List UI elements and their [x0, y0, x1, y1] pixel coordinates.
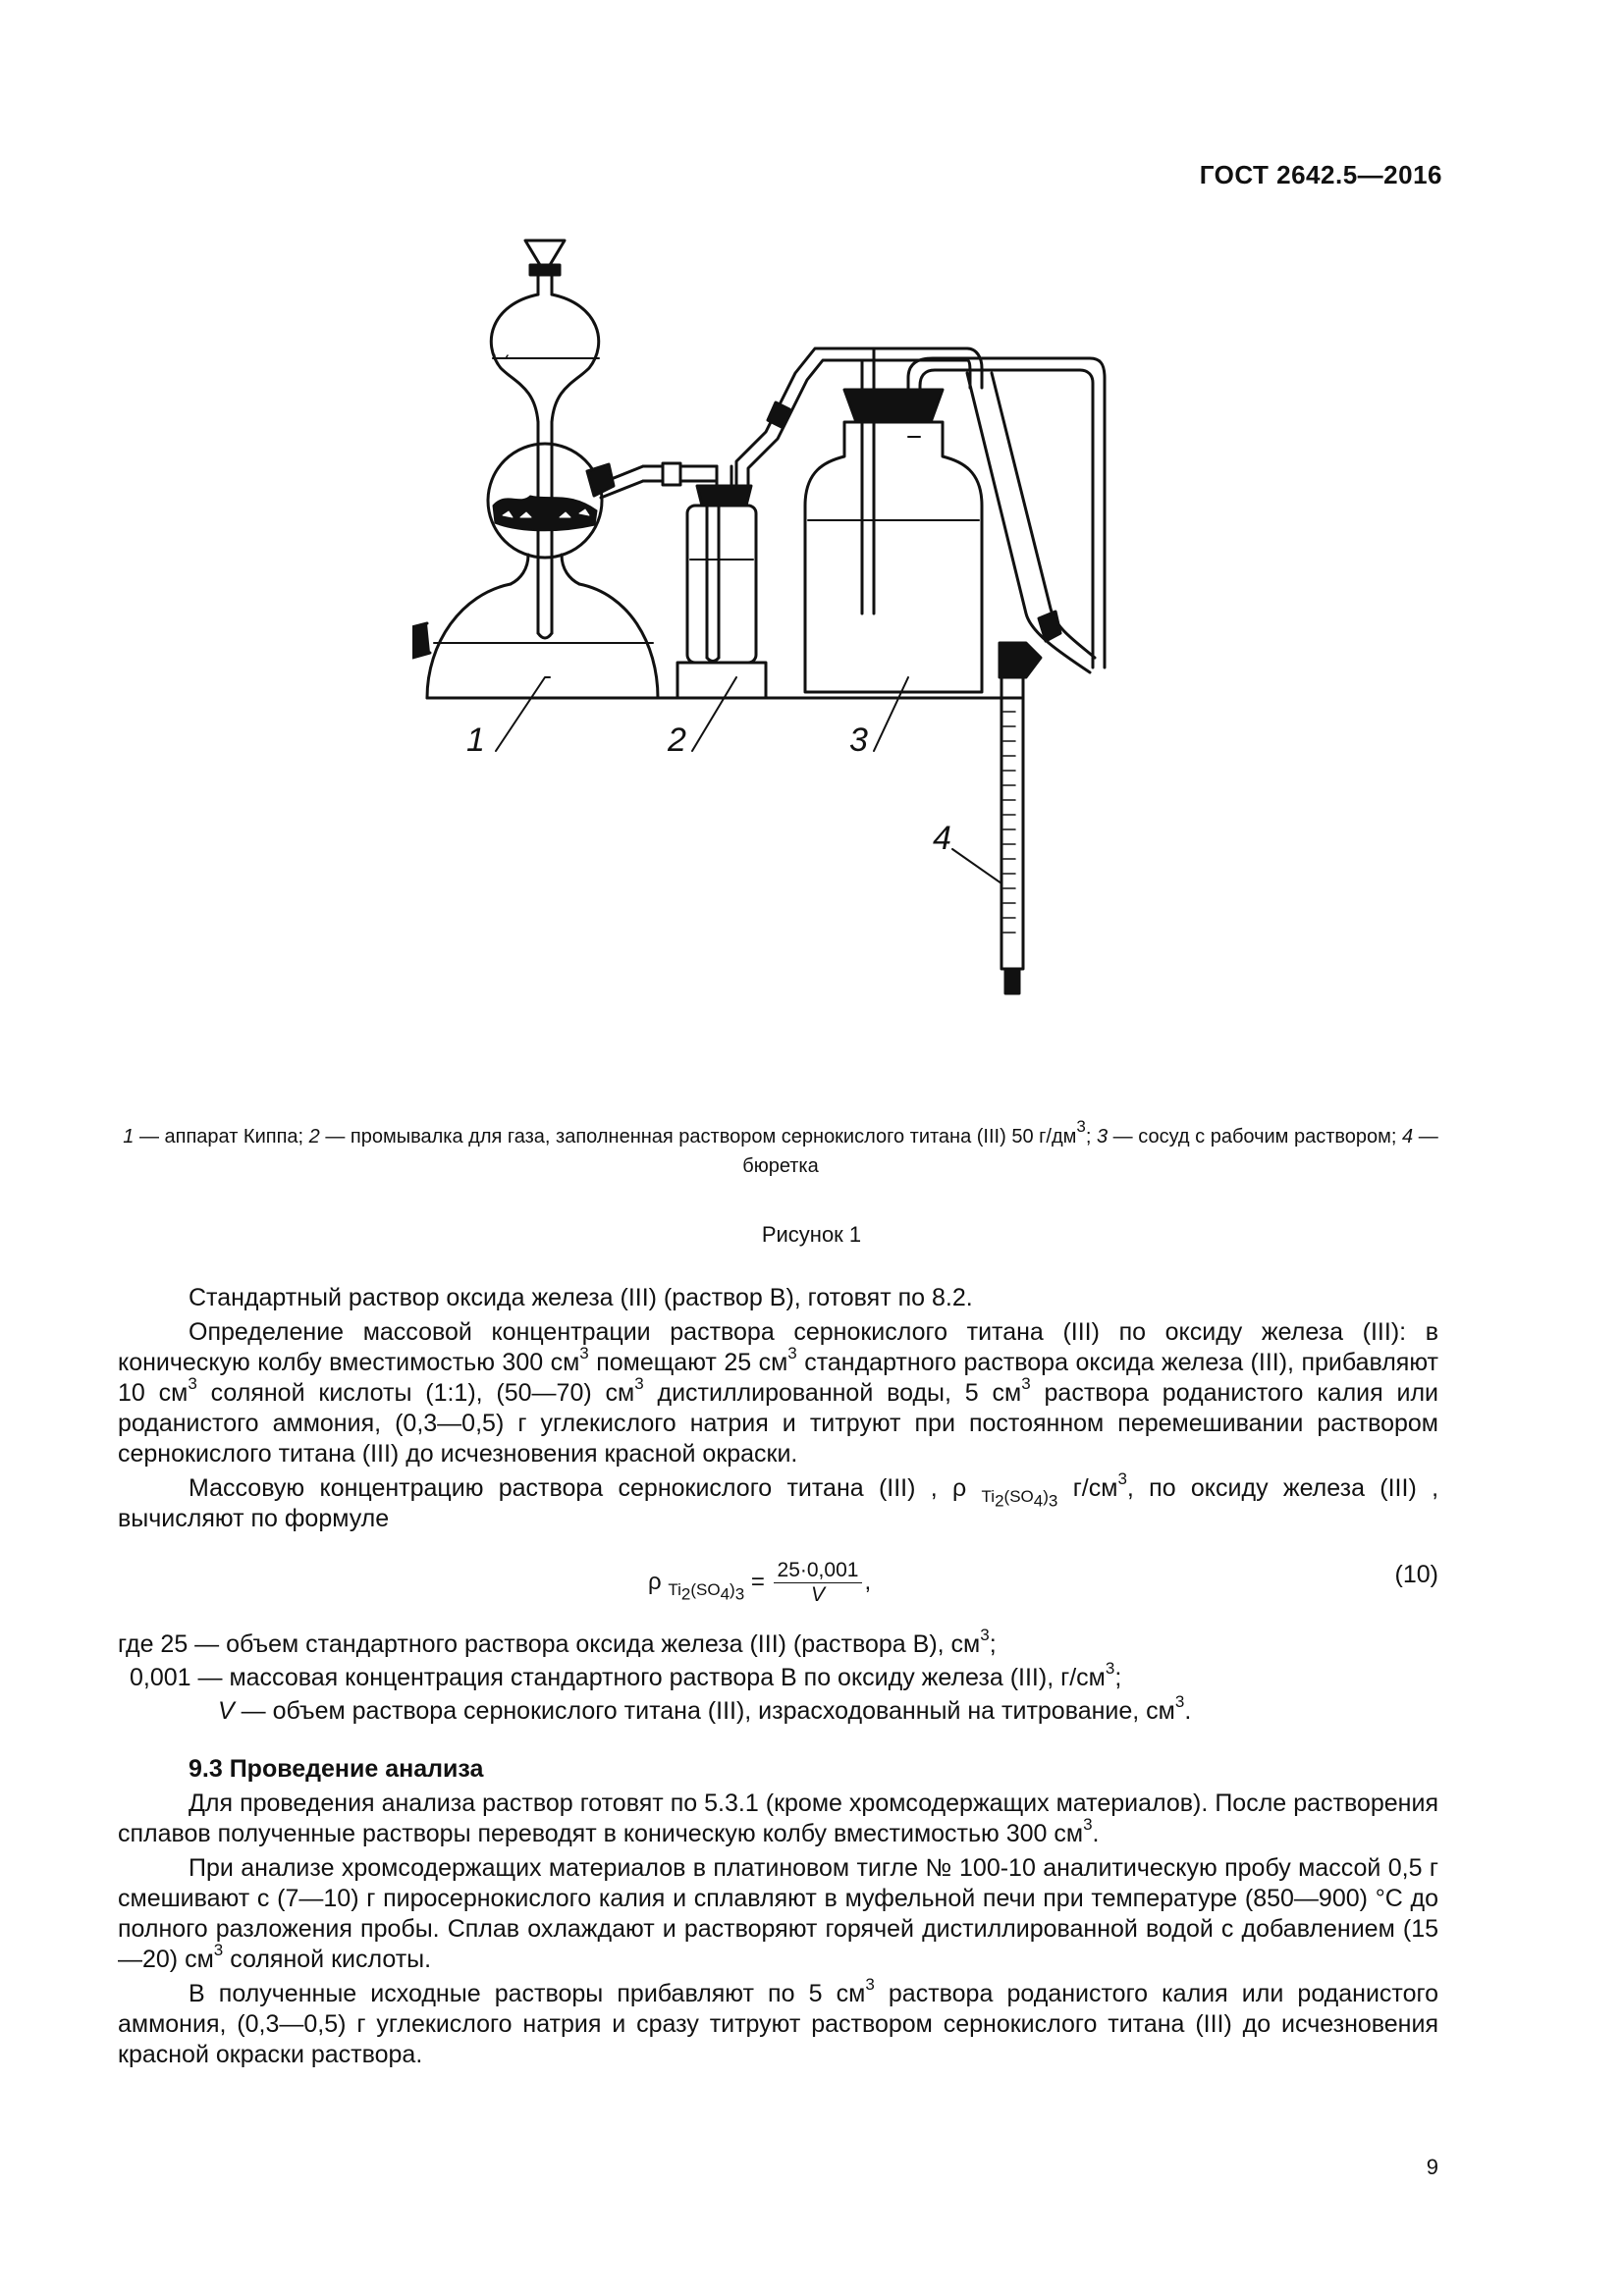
paragraph: Определение массовой концентрации раствора сернокислого титана (III) по оксиду железа (III): в коническую колбу вместимостью 300 $см^3$ помещают 25 $см^3$ стандартного раствора оксида железа (III), прибавляют 10 $см^3$ соляной кислоты (1:1), (50—70) $см^3$ дистиллированной воды, 5 $см^3$ раствора роданистого калия или роданистого аммония, (0,3—0,5) г углекислого натрия и титруют при постоянном перемешивании раствором сернокислого титана (III) до исчезновения красной окраски.	[118, 1318, 1439, 1468]
paragraph: Стандартный раствор оксида железа (III) (раствор В), готовят по 8.2.	[189, 1284, 973, 1311]
leader-2	[692, 677, 736, 751]
formula-10: ρ $_{Ti_2(SO_4)_3}$ = $\frac{25\cdot 0,001}{V}$ ,	[648, 1559, 872, 1606]
working-solution-vessel	[805, 348, 1105, 692]
where-row: 0,001 — массовая концентрация стандартного раствора В по оксиду железа (III), $г/см^3$;	[130, 1658, 1122, 1691]
burette	[967, 373, 1095, 993]
where-row: V — объем раствора сернокислого титана (III), израсходованный на титрование, $см^3$.	[218, 1691, 1192, 1725]
label-3: 3	[849, 721, 868, 759]
leader-3	[874, 677, 908, 751]
label-2: 2	[668, 721, 686, 759]
paragraph: Массовую концентрацию раствора сернокислого титана (III) , ρ $_{Ti_2(SO_4)_3}$ $г/см^3$, по оксиду железа (III) , вычисляют по формуле	[118, 1468, 1439, 1532]
where-row: где 25 — объем стандартного раствора оксида железа (III) (раствора В), $см^3$;	[118, 1625, 997, 1658]
gas-washer	[677, 348, 849, 698]
where-block	[118, 1625, 1438, 1728]
main-text	[118, 1283, 1438, 1538]
label-1: 1	[466, 721, 485, 759]
paragraph: При анализе хромсодержащих материалов в платиновом тигле № 100-10 аналитическую пробу массой 0,5 г смешивают с (7—10) г пиросернокислого калия и сплавляют в муфельной печи при температуре (850—900) °С до полного разложения пробы. Сплав охлаждают и растворяют горячей дистиллированной водой с добавлением (15—20) $см^3$ соляной кислоты.	[118, 1854, 1438, 1973]
leader-1	[496, 677, 550, 751]
paragraph: Для проведения анализа раствор готовят по 5.3.1 (кроме хромсодержащих материалов). После растворения сплавов полученные растворы переводят в коническую колбу вместимостью 300 $см^3$.	[118, 1789, 1438, 1847]
document-header: ГОСТ 2642.5—2016	[1199, 160, 1442, 189]
equation-number: (10)	[1394, 1561, 1438, 1588]
paragraph: В полученные исходные растворы прибавляют по 5 $см^3$ раствора роданистого калия или роданистого аммония, (0,3—0,5) г углекислого натрия и сразу титруют раствором сернокислого титана (III) до исчезновения красной окраски раствора.	[118, 1974, 1438, 2068]
page-number: 9	[1426, 2155, 1438, 2179]
label-4: 4	[933, 820, 951, 857]
kipp-apparatus	[412, 240, 658, 698]
section-heading: 9.3 Проведение анализа	[189, 1755, 484, 1783]
section-9-3	[118, 1754, 1438, 2074]
figure-caption: 1 — аппарат Киппа; 2 — промывалка для газа, заполненная раствором сернокислого титана (III) 50 $г/дм^3$; 3 — сосуд с рабочим раствором; 4 — бюретка	[123, 1117, 1438, 1177]
apparatus-diagram	[412, 221, 1178, 1080]
figure-title: Рисунок 1	[761, 1222, 862, 1247]
leader-4	[952, 849, 1001, 883]
